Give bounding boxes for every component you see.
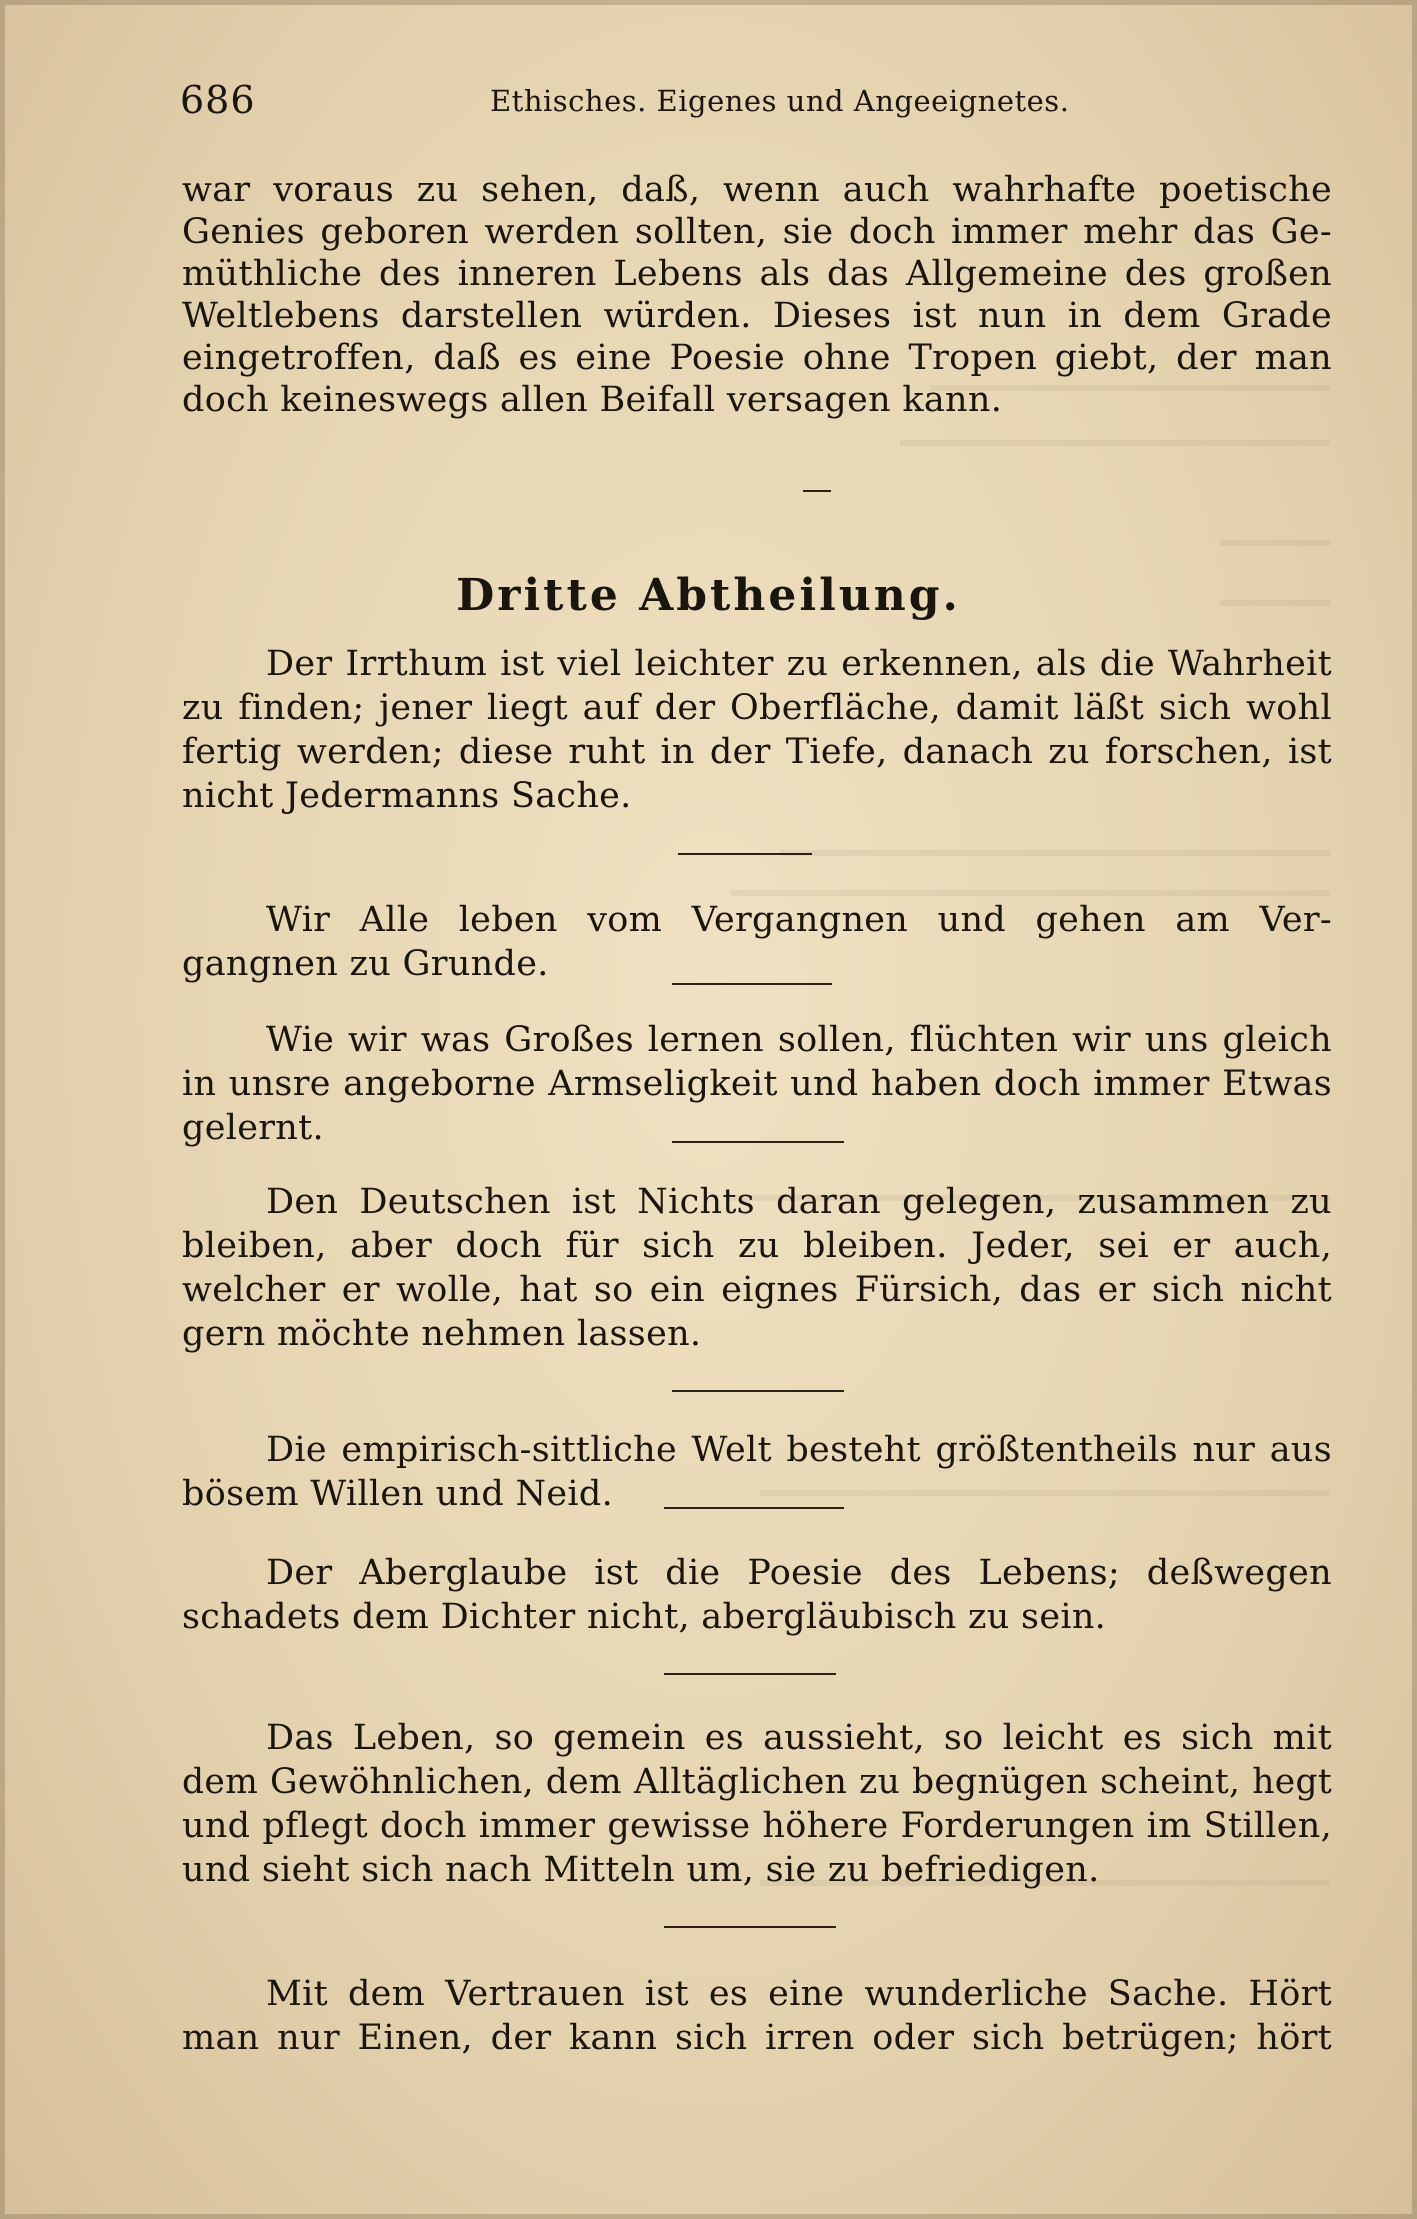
text-line: bösem Willen und Neid. bbox=[182, 1474, 614, 1514]
separator-rule bbox=[678, 853, 812, 855]
separator-rule bbox=[672, 1390, 844, 1392]
text-line: schadets dem Dichter nicht, abergläubisch zu sein. bbox=[182, 1597, 1107, 1637]
text-line: dem Gewöhnlichen, dem Alltäglichen zu begnügen scheint, hegt bbox=[182, 1762, 1332, 1802]
text-line: Den Deutschen ist Nichts daran gelegen, zusammen zu bbox=[266, 1182, 1332, 1222]
separator-rule bbox=[672, 1141, 844, 1143]
text-line: Wie wir was Großes lernen sollen, flüchten wir uns gleich bbox=[266, 1020, 1332, 1060]
running-head-title: Ethisches. Eigenes und Angeeignetes. bbox=[490, 84, 1070, 118]
separator-rule bbox=[664, 1673, 836, 1675]
text-line: Weltlebens darstellen würden. Dieses ist nun in dem Grade bbox=[182, 296, 1332, 336]
text-line: Mit dem Vertrauen ist es eine wunderliche Sache. Hört bbox=[266, 1974, 1332, 2014]
text-line: bleiben, aber doch für sich zu bleiben. Jeder, sei er auch, bbox=[182, 1226, 1332, 1266]
text-line: und pflegt doch immer gewisse höhere Forderungen im Stillen, bbox=[182, 1806, 1332, 1846]
text-line: Die empirisch-sittliche Welt besteht größtentheils nur aus bbox=[266, 1430, 1332, 1470]
text-line: nicht Jedermanns Sache. bbox=[182, 776, 632, 816]
text-line: Wir Alle leben vom Vergangnen und gehen am Ver- bbox=[266, 900, 1332, 940]
text-line: müthliche des inneren Lebens als das Allgemeine des großen bbox=[182, 254, 1332, 294]
text-line: eingetroffen, daß es eine Poesie ohne Tropen giebt, der man bbox=[182, 338, 1332, 378]
text-line: man nur Einen, der kann sich irren oder sich betrügen; hört bbox=[182, 2018, 1332, 2058]
text-line: welcher er wolle, hat so ein eignes Fürsich, das er sich nicht bbox=[182, 1270, 1332, 1310]
text-line: Genies geboren werden sollten, sie doch immer mehr das Ge- bbox=[182, 212, 1332, 252]
section-dash bbox=[803, 490, 831, 492]
page-number: 686 bbox=[180, 78, 256, 122]
separator-rule bbox=[664, 1507, 844, 1509]
section-heading: Dritte Abtheilung. bbox=[456, 570, 961, 621]
text-line: gelernt. bbox=[182, 1108, 324, 1148]
text-line: gangnen zu Grunde. bbox=[182, 944, 549, 984]
text-line: war voraus zu sehen, daß, wenn auch wahrhafte poetische bbox=[182, 170, 1332, 210]
text-line: gern möchte nehmen lassen. bbox=[182, 1314, 702, 1354]
text-line: Das Leben, so gemein es aussieht, so leicht es sich mit bbox=[266, 1718, 1332, 1758]
text-line: in unsre angeborne Armseligkeit und haben doch immer Etwas bbox=[182, 1064, 1332, 1104]
text-line: Der Aberglaube ist die Poesie des Lebens; deßwegen bbox=[266, 1553, 1332, 1593]
text-line: und sieht sich nach Mitteln um, sie zu befriedigen. bbox=[182, 1850, 1100, 1890]
text-line: fertig werden; diese ruht in der Tiefe, danach zu forschen, ist bbox=[182, 732, 1332, 772]
running-header bbox=[180, 78, 1340, 138]
text-line: doch keineswegs allen Beifall versagen kann. bbox=[182, 380, 1003, 420]
separator-rule bbox=[672, 983, 832, 985]
separator-rule bbox=[664, 1926, 836, 1928]
text-line: Der Irrthum ist viel leichter zu erkennen, als die Wahrheit bbox=[266, 644, 1332, 684]
text-line: zu finden; jener liegt auf der Oberfläche, damit läßt sich wohl bbox=[182, 688, 1332, 728]
